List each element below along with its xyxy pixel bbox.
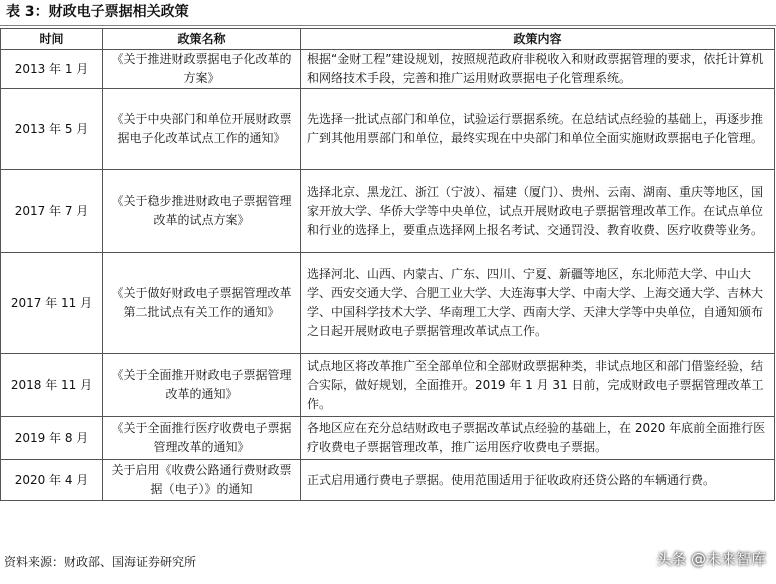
table-row [1,417,775,460]
policy-content-cell: 试点地区将改革推广至全部单位和全部财政票据种类，非试点地区和部门借鉴经验，结合实际，做好规划，全面推开。2019 年 1 月 31 日前，完成财政电子票据管理改革工作。 [301,354,775,417]
time-cell: 2013 年 5 月 [1,89,103,170]
table-title: 表 3：财政电子票据相关政策 [6,4,189,20]
time-cell: 2013 年 1 月 [1,50,103,89]
policy-name-cell: 《关于做好财政电子票据管理改革第二批试点有关工作的通知》 [103,253,301,354]
table-row [1,460,775,501]
policy-name-cell: 《关于全面推行医疗收费电子票据管理改革的通知》 [103,417,301,460]
policy-name-cell: 《关于全面推开财政电子票据管理改革的通知》 [103,354,301,417]
column-header-time: 时间 [1,29,103,50]
time-cell: 2018 年 11 月 [1,354,103,417]
column-header-policy-content: 政策内容 [301,29,775,50]
policy-name-cell: 《关于中央部门和单位开展财政票据电子化改革试点工作的通知》 [103,89,301,170]
policy-content-cell: 先选择一批试点部门和单位，试验运行票据系统。在总结试点经验的基础上，再逐步推广到其他用票部门和单位，最终实现在中央部门和单位全面实施财政票据电子化管理。 [301,89,775,170]
table-row [1,354,775,417]
table-row [1,253,775,354]
time-cell: 2020 年 4 月 [1,460,103,501]
policy-content-cell: 各地区应在充分总结财政电子票据改革试点经验的基础上，在 2020 年底前全面推行医疗收费电子票据管理改革，推广运用医疗收费电子票据。 [301,417,775,460]
table-row [1,170,775,253]
watermark: 头条 @未来智库 [656,550,766,568]
table-row [1,50,775,89]
policy-name-cell: 《关于推进财政票据电子化改革的方案》 [103,50,301,89]
column-header-policy-name: 政策名称 [103,29,301,50]
title-divider [0,25,776,26]
time-cell: 2017 年 11 月 [1,253,103,354]
time-cell: 2017 年 7 月 [1,170,103,253]
table-row [1,89,775,170]
time-cell: 2019 年 8 月 [1,417,103,460]
source-note: 资料来源：财政部、国海证券研究所 [4,555,197,569]
policy-name-cell: 《关于稳步推进财政电子票据管理改革的试点方案》 [103,170,301,253]
policy-table [0,28,775,501]
policy-content-cell: 选择河北、山西、内蒙古、广东、四川、宁夏、新疆等地区，东北师范大学、中山大学、西安交通大学、合肥工业大学、大连海事大学、中南大学、上海交通大学、吉林大学、中国科学技术大学、华南理工大学、西南大学、天津大学等中央单位，自通知颁布之日起开展财政电子票据管理改革试点工作。 [301,253,775,354]
policy-content-cell: 根据“金财工程”建设规划，按照规范政府非税收入和财政票据管理的要求，依托计算机和网络技术手段，完善和推广运用财政票据电子化管理系统。 [301,50,775,89]
policy-name-cell: 关于启用《收费公路通行费财政票据（电子）》的通知 [103,460,301,501]
policy-content-cell: 选择北京、黑龙江、浙江（宁波）、福建（厦门）、贵州、云南、湖南、重庆等地区，国家开放大学、华侨大学等中央单位，试点开展财政电子票据管理改革工作。在试点单位和行业的选择上，要重点选择网上报名考试、交通罚没、教育收费、医疗收费等业务。 [301,170,775,253]
table-header-row [1,29,775,50]
policy-content-cell: 正式启用通行费电子票据。使用范围适用于征收政府还贷公路的车辆通行费。 [301,460,775,501]
